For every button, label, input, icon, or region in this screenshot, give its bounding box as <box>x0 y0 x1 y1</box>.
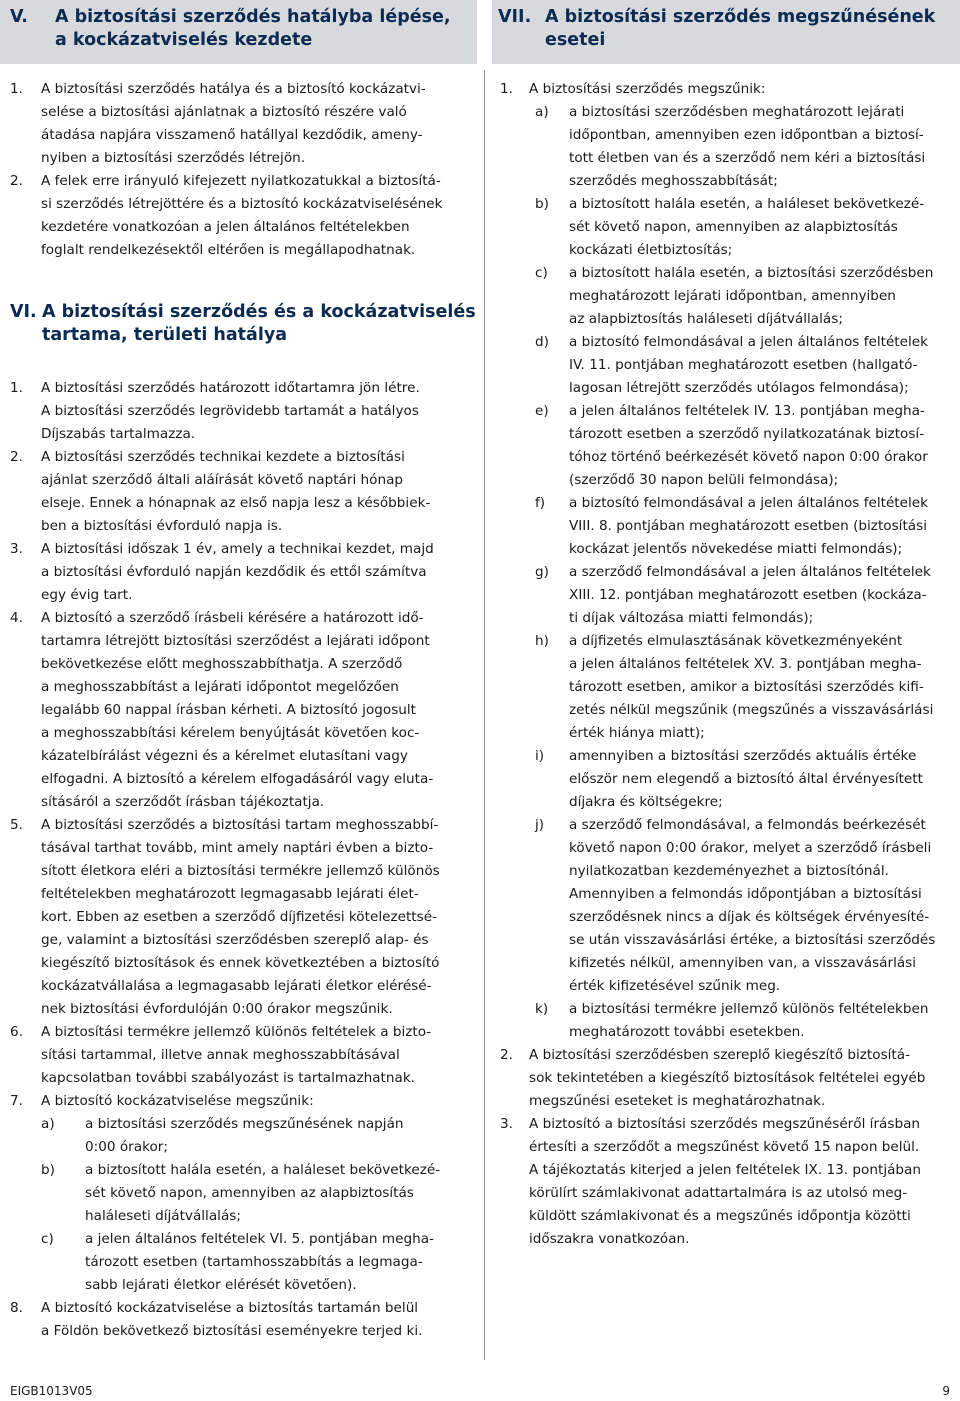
sub-item <box>10 1228 477 1297</box>
item-number: 8. <box>10 1300 23 1316</box>
list-item <box>500 78 960 101</box>
text-line: (szerződő 30 napon belüli felmondása); <box>569 472 839 488</box>
sub-item <box>500 400 960 492</box>
list-item <box>10 1297 477 1343</box>
text-line: körülírt számlakivonat adattartalmára is az utolsó meg- <box>529 1185 908 1201</box>
text-line: meghatározott lejárati időpontban, amennyiben <box>569 288 896 304</box>
text-line: megszűnési eseteket is meghatározhatnak. <box>529 1093 826 1109</box>
sub-item-text <box>569 331 960 400</box>
text-line: értesíti a szerződőt a megszűnést követő 15 napon belül. <box>529 1139 920 1155</box>
text-line: A biztosító kockázatviselése a biztosítás tartamán belül <box>41 1300 419 1316</box>
text-line: a díjfizetés elmulasztásának következményeként <box>569 633 903 649</box>
text-line: sét követő napon, amennyiben az alapbiztosítás <box>569 219 898 235</box>
text-line: időszakra vonatkozóan. <box>529 1231 690 1247</box>
text-line: legalább 60 nappal írásban kérheti. A biztosító jogosult <box>41 702 417 718</box>
section-v <box>0 0 477 262</box>
text-line: kázatelbírálást végezni és a kérelmet elutasítani vagy <box>41 748 408 764</box>
item-text <box>10 607 477 814</box>
sub-item-letter: a) <box>41 1116 55 1132</box>
item-number: 7. <box>10 1093 23 1109</box>
text-line: kort. Ebben az esetben a szerződő díjfizetési kötelezettsé- <box>41 909 437 925</box>
sub-item-text <box>85 1228 477 1297</box>
sub-item-text <box>569 745 960 814</box>
sub-item <box>500 745 960 814</box>
text-line: tározott esetben a szerződő nyilatkozatának biztosí- <box>569 426 925 442</box>
item-text <box>10 814 477 1021</box>
sub-item <box>500 998 960 1044</box>
list-item <box>10 607 477 814</box>
column-divider <box>484 70 485 1360</box>
text-line: si szerződés létrejöttére és a biztosító kockázatviselésének <box>41 196 443 212</box>
sub-item <box>500 331 960 400</box>
text-line: sok tekintetében a kiegészítő biztosítások feltételei egyéb <box>529 1070 926 1086</box>
sub-item <box>500 101 960 193</box>
text-line: kifizetés nélkül, amennyiben van, a visszavásárlási <box>569 955 917 971</box>
text-line: foglalt rendelkezésektől eltérően is megállapodhatnak. <box>41 242 416 258</box>
text-line: tartamra létrejött biztosítási szerződést a lejárati időpont <box>41 633 430 649</box>
item-text <box>500 1044 960 1113</box>
text-line: Amennyiben a felmondás időpontjában a biztosítási <box>569 886 922 902</box>
text-line: sításáról a szerződőt írásban tájékoztatja. <box>41 794 325 810</box>
text-line: A tájékoztatás kiterjed a jelen feltételek IX. 13. pontjában <box>529 1162 921 1178</box>
sub-item-text <box>569 561 960 630</box>
text-line: kockázati életbiztosítás; <box>569 242 733 258</box>
item-number: 1. <box>10 81 23 97</box>
text-line: haláleseti díjátvállalás; <box>85 1208 241 1224</box>
item-number: 6. <box>10 1024 23 1040</box>
sub-item-letter: c) <box>41 1231 54 1247</box>
sub-item-text <box>569 630 960 745</box>
document-code: EIGB1013V05 <box>10 1384 93 1398</box>
text-line: követő napon 0:00 órakor, melyet a szerződő írásbeli <box>569 840 932 856</box>
text-line: a biztosító felmondásával a jelen általános feltételek <box>569 334 929 350</box>
sub-item-letter: a) <box>535 104 549 120</box>
text-line: a biztosítási szerződés megszűnésének napján <box>85 1116 404 1132</box>
sub-item-letter: i) <box>535 748 545 764</box>
item-number: 1. <box>500 81 513 97</box>
item-number: 2. <box>10 449 23 465</box>
text-line: A biztosítási szerződés a biztosítási tartam meghosszabbí- <box>41 817 439 833</box>
text-line: az alapbiztosítás haláleseti díjátvállalás; <box>569 311 843 327</box>
section-v-items <box>0 78 477 262</box>
sub-item-text <box>85 1113 477 1159</box>
sub-item-letter: d) <box>535 334 549 350</box>
text-line: Díjszabás tartalmazza. <box>41 426 196 442</box>
section-vii-number: VII. <box>498 7 532 27</box>
text-line: a biztosított halála esetén, a haláleset bekövetkezé- <box>85 1162 441 1178</box>
text-line: időpontban, amennyiben ezen időpontban a biztosí- <box>569 127 924 143</box>
text-line: sabb lejárati életkor elérését követően). <box>85 1277 357 1293</box>
text-line: ge, valamint a biztosítási szerződésben szereplő alap- és <box>41 932 429 948</box>
sub-item-text <box>569 262 960 331</box>
text-line: a biztosított halála esetén, a biztosítási szerződésben <box>569 265 934 281</box>
list-item <box>10 377 477 446</box>
text-line: sítási tartammal, illetve annak meghosszabbításával <box>41 1047 400 1063</box>
section-vii-title-line-2: esetei <box>545 30 606 50</box>
list-item <box>10 1021 477 1090</box>
text-line: tásával tarthat tovább, mint amely naptári évben a bizto- <box>41 840 434 856</box>
sub-item <box>500 561 960 630</box>
text-line: A biztosítási szerződés határozott időtartamra jön létre. <box>41 380 420 396</box>
text-line: a biztosítási szerződésben meghatározott lejárati <box>569 104 905 120</box>
text-line: egy évig tart. <box>41 587 133 603</box>
text-line: a biztosító felmondásával a jelen általános feltételek <box>569 495 929 511</box>
section-v-title-line-2: a kockázatviselés kezdete <box>55 30 313 50</box>
text-line: elseje. Ennek a hónapnak az első napja lesz a későbbiek- <box>41 495 431 511</box>
item-text <box>10 78 477 170</box>
text-line: A biztosítási szerződés megszűnik: <box>529 81 766 97</box>
item-number: 2. <box>10 173 23 189</box>
text-line: sét követő napon, amennyiben az alapbiztosítás <box>85 1185 414 1201</box>
list-item <box>10 814 477 1021</box>
sub-item-letter: c) <box>535 265 548 281</box>
item-text <box>10 1021 477 1090</box>
item-text <box>10 538 477 607</box>
list-item <box>10 170 477 262</box>
text-line: a biztosított halála esetén, a haláleset bekövetkezé- <box>569 196 925 212</box>
text-line: a szerződő felmondásával, a felmondás beérkezését <box>569 817 926 833</box>
item-text <box>10 377 477 446</box>
text-line: kezdetére vonatkozóan a jelen általános feltételekben <box>41 219 410 235</box>
sub-item-text <box>569 193 960 262</box>
left-column <box>0 0 477 1343</box>
sub-item <box>500 492 960 561</box>
text-line: tározott esetben, amikor a biztosítási szerződés kifi- <box>569 679 924 695</box>
item-number: 5. <box>10 817 23 833</box>
text-line: kockázat jelentős növekedése miatti felmondás); <box>569 541 903 557</box>
text-line: a jelen általános feltételek XV. 3. pontjában megha- <box>569 656 922 672</box>
text-line: A biztosítási időszak 1 év, amely a technikai kezdet, majd <box>41 541 434 557</box>
text-line: tóhoz történő beérkezését követő napon 0:00 órakor <box>569 449 928 465</box>
text-line: nyiben a biztosítási szerződés létrejön. <box>41 150 306 166</box>
sub-item-letter: e) <box>535 403 549 419</box>
text-line: A biztosítási termékre jellemző különös feltételek a bizto- <box>41 1024 432 1040</box>
section-vi-items <box>0 377 477 1343</box>
right-column <box>492 0 960 1251</box>
text-line: átadása napjára visszamenő hatállyal kezdődik, ameny- <box>41 127 423 143</box>
item-text <box>500 78 960 101</box>
text-line: tározott esetben (tartamhosszabbítás a legmaga- <box>85 1254 423 1270</box>
sub-item-text <box>569 101 960 193</box>
sub-item <box>500 262 960 331</box>
item-text <box>10 446 477 538</box>
text-line: ajánlat szerződő általi aláírását követő naptári hónap <box>41 472 404 488</box>
text-line: zetés nélkül megszűnik (megszűnés a visszavásárlási <box>569 702 934 718</box>
sub-item-text <box>569 998 960 1044</box>
text-line: szerződésnek nincs a díjak és költségek érvényesíté- <box>569 909 930 925</box>
text-line: elfogadni. A biztosító a kérelem elfogadásáról vagy eluta- <box>41 771 434 787</box>
item-number: 1. <box>10 380 23 396</box>
sub-item <box>500 630 960 745</box>
text-line: a meghosszabbítási kérelem benyújtását követően koc- <box>41 725 420 741</box>
item-text <box>10 1090 477 1113</box>
text-line: sított életkora eléri a biztosítási termékre jellemző különös <box>41 863 440 879</box>
section-vii-items <box>492 78 960 1251</box>
sub-item-letter: k) <box>535 1001 549 1017</box>
text-line: kiegészítő biztosítások és ennek következtében a biztosító <box>41 955 440 971</box>
text-line: amennyiben a biztosítási szerződés aktuális értéke <box>569 748 917 764</box>
sub-item <box>10 1159 477 1228</box>
text-line: ti díjak változása miatti felmondás); <box>569 610 814 626</box>
text-line: A biztosítási szerződésben szereplő kiegészítő biztosítá- <box>529 1047 910 1063</box>
item-text <box>10 1297 477 1343</box>
text-line: IV. 11. pontjában meghatározott esetben (hallgató- <box>569 357 918 373</box>
section-vi-heading <box>0 301 477 353</box>
sub-item-letter: h) <box>535 633 549 649</box>
sub-item-letter: b) <box>41 1162 55 1178</box>
text-line: meghatározott további esetekben. <box>569 1024 805 1040</box>
section-v-title-line-1: A biztosítási szerződés hatályba lépése, <box>55 7 451 27</box>
section-v-heading <box>0 0 477 64</box>
list-item <box>500 1113 960 1251</box>
text-line: tott életben van és a szerződő nem kéri a biztosítási <box>569 150 926 166</box>
page-number: 9 <box>942 1384 950 1398</box>
text-line: a meghosszabbítást a lejárati időpontot megelőzően <box>41 679 399 695</box>
text-line: A biztosító a szerződő írásbeli kérésére a határozott idő- <box>41 610 424 626</box>
text-line: A biztosítási szerződés technikai kezdete a biztosítási <box>41 449 405 465</box>
section-v-number: V. <box>10 7 28 27</box>
list-item <box>10 538 477 607</box>
sub-item <box>10 1113 477 1159</box>
text-line: A biztosító kockázatviselése megszűnik: <box>41 1093 314 1109</box>
text-line: érték hiánya miatt); <box>569 725 705 741</box>
item-number: 2. <box>500 1047 513 1063</box>
text-line: a biztosítási évforduló napján kezdődik és ettől számítva <box>41 564 427 580</box>
text-line: kapcsolatban további szabályozást is tartalmazhatnak. <box>41 1070 416 1086</box>
item-text <box>10 170 477 262</box>
text-line: lagosan létrejött szerződés utólagos felmondása); <box>569 380 909 396</box>
sub-item-letter: g) <box>535 564 549 580</box>
section-vii-heading <box>492 0 960 64</box>
text-line: XIII. 12. pontjában meghatározott esetben (kockáza- <box>569 587 927 603</box>
text-line: a jelen általános feltételek VI. 5. pontjában megha- <box>85 1231 434 1247</box>
text-line: nek biztosítási évfordulóján 0:00 órakor megszűnik. <box>41 1001 393 1017</box>
list-item <box>500 1044 960 1113</box>
list-item <box>10 78 477 170</box>
text-line: ben a biztosítási évforduló napja is. <box>41 518 283 534</box>
sub-item-text <box>85 1159 477 1228</box>
item-number: 4. <box>10 610 23 626</box>
text-line: A biztosítási szerződés legrövidebb tartamát a hatályos <box>41 403 419 419</box>
text-line: a Földön bekövetkező biztosítási eseményekre terjed ki. <box>41 1323 423 1339</box>
text-line: VIII. 8. pontjában meghatározott esetben (biztosítási <box>569 518 927 534</box>
text-line: nyilatkozatban kezdeményezhet a biztosítónál. <box>569 863 889 879</box>
section-vi-number: VI. <box>10 302 37 322</box>
sub-item-letter: f) <box>535 495 546 511</box>
text-line: a jelen általános feltételek IV. 13. pontjában megha- <box>569 403 925 419</box>
sub-item-letter: b) <box>535 196 549 212</box>
sub-item-letter: j) <box>535 817 545 833</box>
sub-item-text <box>569 492 960 561</box>
section-vi-title-line-2: tartama, területi hatálya <box>42 325 288 345</box>
text-line: A felek erre irányuló kifejezett nyilatkozatukkal a biztosítá- <box>41 173 441 189</box>
text-line: A biztosítási szerződés hatálya és a biztosító kockázatvi- <box>41 81 426 97</box>
text-line: se után visszavásárlási értéke, a biztosítási szerződés <box>569 932 936 948</box>
item-number: 3. <box>500 1116 513 1132</box>
sub-item <box>500 193 960 262</box>
item-number: 3. <box>10 541 23 557</box>
text-line: bekövetkezése előtt meghosszabbíthatja. A szerződő <box>41 656 403 672</box>
text-line: A biztosító a biztosítási szerződés megszűnéséről írásban <box>529 1116 921 1132</box>
text-line: selése a biztosítási ajánlatnak a biztosító részére való <box>41 104 407 120</box>
text-line: díjakra és költségekre; <box>569 794 723 810</box>
sub-item <box>500 814 960 998</box>
section-vi-title-line-1: A biztosítási szerződés és a kockázatviselés <box>42 302 476 322</box>
sub-item-text <box>569 400 960 492</box>
sub-item-text <box>569 814 960 998</box>
text-line: a szerződő felmondásával a jelen általános feltételek <box>569 564 931 580</box>
text-line: feltételekben meghatározott legmagasabb lejárati élet- <box>41 886 419 902</box>
text-line: a biztosítási termékre jellemző különös feltételekben <box>569 1001 929 1017</box>
text-line: küldött számlakivonat és a megszűnés időpontja közötti <box>529 1208 911 1224</box>
text-line: érték kifizetésével szűnik meg. <box>569 978 781 994</box>
section-vi <box>0 301 477 1343</box>
text-line: kockázatvállalása a legmagasabb lejárati életkor elérésé- <box>41 978 432 994</box>
text-line: szerződés meghosszabbítását; <box>569 173 778 189</box>
section-vii-title-line-1: A biztosítási szerződés megszűnésének <box>545 7 936 27</box>
text-line: 0:00 órakor; <box>85 1139 168 1155</box>
text-line: először nem elegendő a biztosító által érvényesített <box>569 771 923 787</box>
item-text <box>500 1113 960 1251</box>
list-item <box>10 446 477 538</box>
list-item <box>10 1090 477 1113</box>
